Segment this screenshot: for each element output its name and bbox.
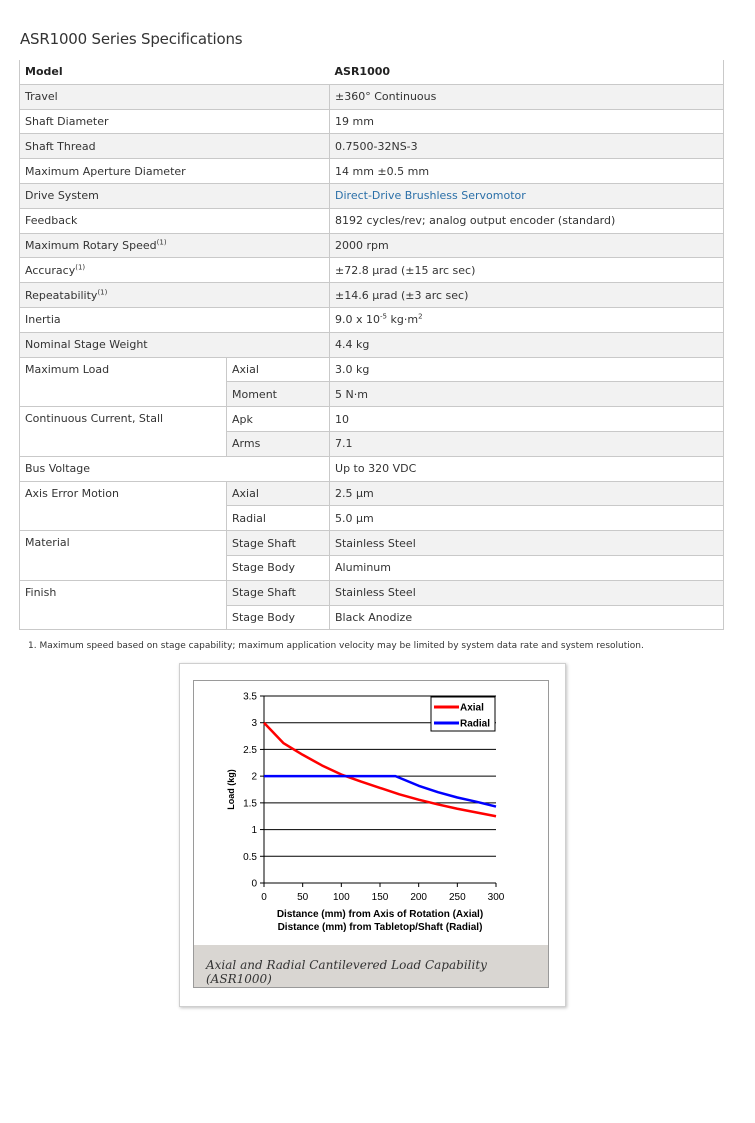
x-tick-label: 200: [410, 892, 428, 903]
spec-label: Feedback: [20, 208, 330, 233]
load-capability-figure: [179, 663, 566, 1007]
y-tick-label: 2: [251, 771, 257, 783]
specifications-table: [19, 60, 724, 630]
footnote-ref: (1): [97, 287, 108, 296]
y-tick-label: 0.5: [243, 851, 257, 863]
table-row: [20, 258, 724, 283]
spec-value: Stainless Steel: [330, 531, 724, 556]
spec-value: Stainless Steel: [330, 580, 724, 605]
series-line-axial: [264, 723, 496, 817]
spec-label: Drive System: [20, 183, 330, 208]
spec-label: Maximum Load: [20, 357, 227, 407]
table-row: [20, 109, 724, 134]
footnote: 1. Maximum speed based on stage capability; maximum application velocity may be limited by system data rate and system resolution.: [28, 641, 644, 651]
table-row: [20, 183, 724, 208]
spec-label: Nominal Stage Weight: [20, 332, 330, 357]
x-tick-label: 300: [487, 892, 505, 903]
spec-value: 5.0 µm: [330, 506, 724, 531]
spec-value: 2000 rpm: [330, 233, 724, 258]
figure-caption-box: [193, 945, 549, 988]
spec-value: Aluminum: [330, 555, 724, 580]
spec-value: ±360° Continuous: [330, 84, 724, 109]
spec-label: [20, 258, 330, 283]
spec-sublabel: Stage Body: [227, 555, 330, 580]
spec-value: 8192 cycles/rev; analog output encoder (standard): [330, 208, 724, 233]
figure-caption: Axial and Radial Cantilevered Load Capability (ASR1000): [206, 958, 487, 986]
spec-value: ±14.6 µrad (±3 arc sec): [330, 283, 724, 308]
y-tick-label: 2.5: [243, 744, 257, 756]
table-row: [20, 84, 724, 109]
spec-sublabel: Stage Shaft: [227, 531, 330, 556]
table-row: [20, 531, 724, 556]
x-tick-label: 100: [332, 892, 350, 903]
spec-value: Black Anodize: [330, 605, 724, 630]
chart-frame: [193, 680, 549, 947]
spec-sublabel: Stage Shaft: [227, 580, 330, 605]
spec-label: Continuous Current, Stall: [20, 407, 227, 457]
spec-value: 19 mm: [330, 109, 724, 134]
table-row: [20, 481, 724, 506]
spec-label-text: Accuracy: [25, 263, 76, 277]
x-tick-label: 250: [448, 892, 466, 903]
spec-sublabel: Axial: [227, 357, 330, 382]
page-title: ASR1000 Series Specifications: [20, 30, 243, 48]
spec-value: ±72.8 µrad (±15 arc sec): [330, 258, 724, 283]
header-model: Model: [20, 60, 330, 84]
footnote-ref: (1): [156, 238, 167, 247]
table-row: [20, 159, 724, 184]
table-row: [20, 407, 724, 432]
spec-value: 10: [330, 407, 724, 432]
spec-value: [330, 307, 724, 332]
table-row: [20, 357, 724, 382]
y-tick-label: 0: [251, 878, 257, 890]
spec-value: Up to 320 VDC: [330, 456, 724, 481]
spec-value: 7.1: [330, 431, 724, 456]
spec-value: [330, 183, 724, 208]
table-header-row: [20, 60, 724, 84]
spec-label: Finish: [20, 580, 227, 630]
inertia-unit: kg·m: [387, 313, 419, 327]
y-tick-label: 1: [251, 825, 257, 837]
spec-label: Material: [20, 531, 227, 581]
spec-value: 14 mm ±0.5 mm: [330, 159, 724, 184]
y-tick-label: 3: [251, 718, 257, 730]
spec-value: 2.5 µm: [330, 481, 724, 506]
inertia-value: 9.0 x 10: [335, 313, 381, 327]
spec-sublabel: Stage Body: [227, 605, 330, 630]
spec-label: Bus Voltage: [20, 456, 330, 481]
footnote-ref: (1): [75, 263, 86, 272]
legend-label-axial: Axial: [460, 702, 484, 714]
load-capability-chart: [194, 681, 548, 946]
y-tick-label: 3.5: [243, 691, 257, 703]
table-row: [20, 580, 724, 605]
table-row: [20, 332, 724, 357]
spec-label: Inertia: [20, 307, 330, 332]
spec-label: Axis Error Motion: [20, 481, 227, 531]
spec-sublabel: Radial: [227, 506, 330, 531]
spec-sublabel: Apk: [227, 407, 330, 432]
inertia-exponent: -5: [380, 312, 387, 321]
table-row: [20, 283, 724, 308]
series-line-radial: [264, 776, 496, 806]
y-tick-label: 1.5: [243, 798, 257, 810]
spec-value: 5 N·m: [330, 382, 724, 407]
legend-label-radial: Radial: [460, 718, 491, 730]
table-row: [20, 134, 724, 159]
table-row: [20, 307, 724, 332]
x-tick-label: 0: [261, 892, 267, 903]
spec-label: Shaft Thread: [20, 134, 330, 159]
spec-label-text: Repeatability: [25, 288, 98, 302]
x-axis-label: Distance (mm) from Axis of Rotation (Axial): [276, 909, 484, 920]
spec-label-text: Maximum Rotary Speed: [25, 238, 157, 252]
spec-value: 0.7500-32NS-3: [330, 134, 724, 159]
spec-label: [20, 233, 330, 258]
spec-label: Maximum Aperture Diameter: [20, 159, 330, 184]
spec-label: Travel: [20, 84, 330, 109]
spec-value: 4.4 kg: [330, 332, 724, 357]
spec-sublabel: Moment: [227, 382, 330, 407]
y-axis-label: Load (kg): [226, 769, 236, 810]
spec-label: Shaft Diameter: [20, 109, 330, 134]
inertia-unit-exponent: 2: [418, 312, 423, 321]
drive-system-link[interactable]: Direct-Drive Brushless Servomotor: [335, 189, 526, 203]
table-row: [20, 208, 724, 233]
x-tick-label: 50: [297, 892, 309, 903]
table-row: [20, 233, 724, 258]
spec-value: 3.0 kg: [330, 357, 724, 382]
header-asr1000: ASR1000: [330, 60, 724, 84]
x-axis-label-secondary: Distance (mm) from Tabletop/Shaft (Radial): [277, 922, 483, 933]
spec-label: [20, 283, 330, 308]
spec-sublabel: Arms: [227, 431, 330, 456]
x-tick-label: 150: [371, 892, 389, 903]
table-row: [20, 456, 724, 481]
spec-sublabel: Axial: [227, 481, 330, 506]
